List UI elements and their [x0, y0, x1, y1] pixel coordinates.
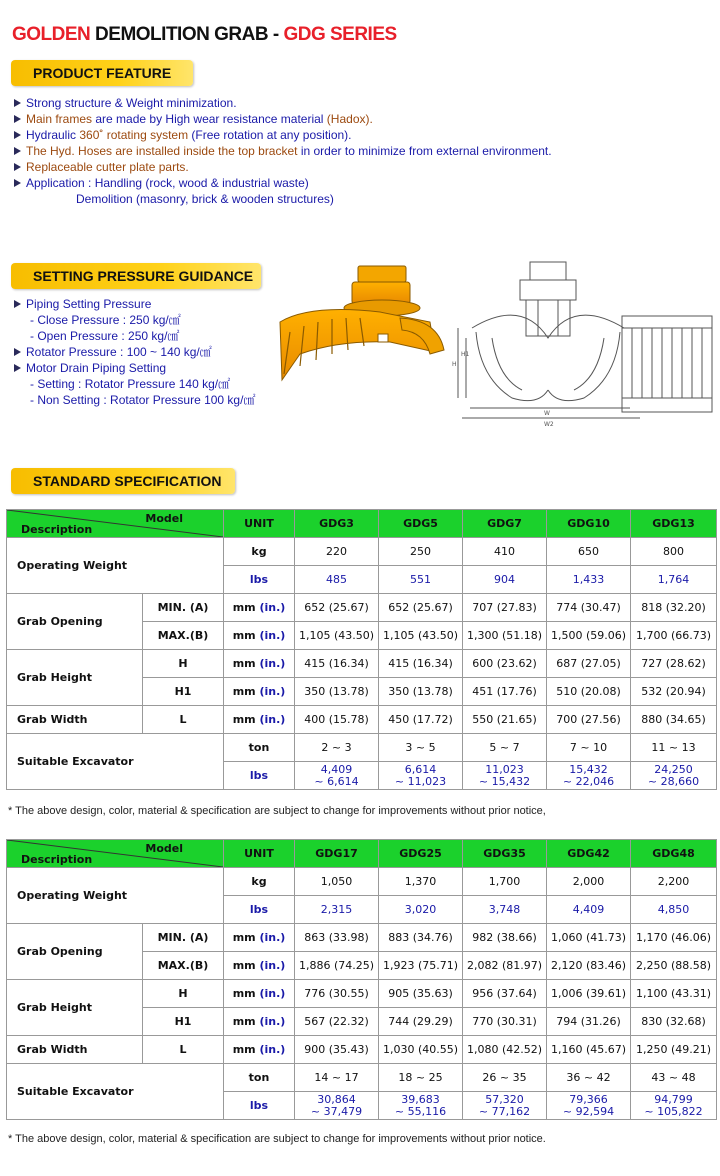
table-row: lbs 2,315 3,020 3,748 4,409 4,850: [7, 896, 717, 924]
footnote-1: * The above design, color, material & specification are subject to change for improvements without prior notice,: [8, 805, 546, 817]
table-row: H1 mm (in.) 567 (22.32) 744 (29.29) 770 (30.31) 794 (31.26) 830 (32.68): [7, 1008, 717, 1036]
dim-h1: H1: [461, 351, 470, 358]
table-row: Grab Height H mm (in.) 415 (16.34) 415 (16.34) 600 (23.62) 687 (27.05) 727 (28.62): [7, 650, 717, 678]
pressure-list: [12, 296, 255, 408]
title-main: DEMOLITION GRAB -: [90, 24, 284, 45]
bullet-icon: [14, 99, 21, 107]
model-col: GDG42: [547, 840, 631, 868]
bullet-icon: [14, 131, 21, 139]
feature-item: Main frames are made by High wear resistance material (Hadox).: [12, 111, 552, 127]
pressure-item: Piping Setting Pressure: [12, 296, 255, 312]
feature-list: [12, 95, 552, 207]
footnote-2: * The above design, color, material & specification are subject to change for improvements without prior notice.: [8, 1133, 546, 1145]
model-col: GDG17: [295, 840, 379, 868]
table-row: lbs 4,409 ~ 6,614 6,614 ~ 11,023 11,023 ~ 15,432 15,432 ~ 22,046 24,250 ~ 28,660: [7, 762, 717, 790]
bullet-icon: [14, 179, 21, 187]
unit-header: UNIT: [224, 840, 295, 868]
model-col: GDG35: [463, 840, 547, 868]
table-row: H1 mm (in.) 350 (13.78) 350 (13.78) 451 (17.76) 510 (20.08) 532 (20.94): [7, 678, 717, 706]
spec-table-1: [6, 509, 717, 790]
model-col: GDG7: [463, 510, 547, 538]
feature-item: Replaceable cutter plate parts.: [12, 159, 552, 175]
spec-table-2: [6, 839, 717, 1120]
feature-item: Demolition (masonry, brick & wooden structures): [76, 192, 334, 206]
model-col: GDG3: [295, 510, 379, 538]
feature-item: Application : Handling (rock, wood & industrial waste): [12, 175, 552, 191]
pressure-sub-item: - Non Setting : Rotator Pressure 100 kg/㎠: [30, 393, 256, 407]
title-series: GDG SERIES: [283, 24, 397, 45]
pressure-sub-item: - Setting : Rotator Pressure 140 kg/㎠: [30, 377, 231, 391]
table-row: Grab Opening MIN. (A) mm (in.) 652 (25.67) 652 (25.67) 707 (27.83) 774 (30.47) 818 (32.20): [7, 594, 717, 622]
model-description-header: Model Description: [7, 510, 224, 538]
pressure-sub-item: - Open Pressure : 250 kg/㎠: [30, 329, 180, 343]
bullet-icon: [14, 300, 21, 308]
dim-h: H: [452, 361, 457, 368]
feature-item: The Hyd. Hoses are installed inside the top bracket in order to minimize from external environment.: [12, 143, 552, 159]
bullet-icon: [14, 163, 21, 171]
dim-w2: W2: [544, 421, 554, 428]
setting-pressure-heading: SETTING PRESSURE GUIDANCE: [11, 263, 261, 289]
bullet-icon: [14, 147, 21, 155]
table-row: Suitable Excavator ton 14 ~ 17 18 ~ 25 26 ~ 35 36 ~ 42 43 ~ 48: [7, 1064, 717, 1092]
model-col: GDG25: [379, 840, 463, 868]
feature-item: Strong structure & Weight minimization.: [12, 95, 552, 111]
table-row: lbs 30,864 ~ 37,479 39,683 ~ 55,116 57,320 ~ 77,162 79,366 ~ 92,594 94,799 ~ 105,822: [7, 1092, 717, 1120]
pressure-item: Motor Drain Piping Setting: [12, 360, 255, 376]
title-golden: GOLDEN: [12, 24, 91, 45]
model-col: GDG10: [547, 510, 631, 538]
table-row: MAX.(B) mm (in.) 1,886 (74.25) 1,923 (75.71) 2,082 (81.97) 2,120 (83.46) 2,250 (88.58): [7, 952, 717, 980]
table-row: Grab Width L mm (in.) 400 (15.78) 450 (17.72) 550 (21.65) 700 (27.56) 880 (34.65): [7, 706, 717, 734]
dim-w: W: [544, 410, 550, 417]
table-row: Grab Height H mm (in.) 776 (30.55) 905 (35.63) 956 (37.64) 1,006 (39.61) 1,100 (43.31): [7, 980, 717, 1008]
standard-spec-heading: STANDARD SPECIFICATION: [11, 468, 235, 494]
bullet-icon: [14, 115, 21, 123]
feature-item: Hydraulic 360˚ rotating system (Free rotation at any position).: [12, 127, 552, 143]
table-row: MAX.(B) mm (in.) 1,105 (43.50) 1,105 (43.50) 1,300 (51.18) 1,500 (59.06) 1,700 (66.73): [7, 622, 717, 650]
unit-header: UNIT: [224, 510, 295, 538]
grab-product-image: [270, 262, 450, 387]
model-col: GDG5: [379, 510, 463, 538]
page-title: [12, 24, 397, 46]
bullet-icon: [14, 348, 21, 356]
bullet-icon: [14, 364, 21, 372]
model-col: GDG13: [631, 510, 717, 538]
table-row: Operating Weight kg 1,050 1,370 1,700 2,000 2,200: [7, 868, 717, 896]
pressure-sub-item: - Close Pressure : 250 kg/㎠: [30, 313, 181, 327]
model-description-header: Model Description: [7, 840, 224, 868]
technical-drawing: [452, 258, 718, 428]
pressure-item: Rotator Pressure : 100 ~ 140 kg/㎠: [12, 344, 255, 360]
table-row: Grab Width L mm (in.) 900 (35.43) 1,030 (40.55) 1,080 (42.52) 1,160 (45.67) 1,250 (49.21): [7, 1036, 717, 1064]
table-row: lbs 485 551 904 1,433 1,764: [7, 566, 717, 594]
table-row: Operating Weight kg 220 250 410 650 800: [7, 538, 717, 566]
table-row: Suitable Excavator ton 2 ~ 3 3 ~ 5 5 ~ 7 7 ~ 10 11 ~ 13: [7, 734, 717, 762]
product-feature-heading: PRODUCT FEATURE: [11, 60, 193, 86]
model-col: GDG48: [631, 840, 717, 868]
table-row: Grab Opening MIN. (A) mm (in.) 863 (33.98) 883 (34.76) 982 (38.66) 1,060 (41.73) 1,170 (46.06): [7, 924, 717, 952]
